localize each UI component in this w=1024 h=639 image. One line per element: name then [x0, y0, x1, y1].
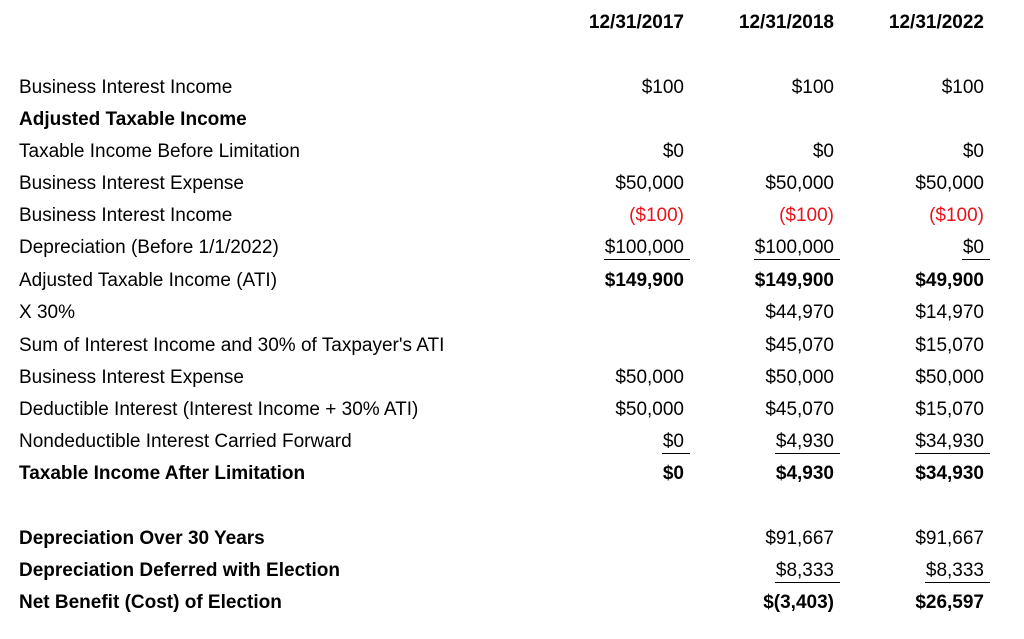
row-label: Net Benefit (Cost) of Election — [19, 592, 282, 613]
row-label: Business Interest Income — [19, 205, 233, 226]
row-value-col-2: $100,000 — [754, 237, 834, 258]
row-value-col-2: $44,970 — [765, 302, 834, 323]
row-value-col-3: $15,070 — [915, 399, 984, 420]
row-value-col-1: $100 — [641, 77, 684, 98]
row-value-col-3: $8,333 — [925, 560, 984, 581]
row-value-col-2: $45,070 — [765, 399, 834, 420]
row-value-col-2: $45,070 — [765, 335, 834, 356]
table-row — [0, 396, 1024, 424]
row-value-col-3: $50,000 — [915, 367, 984, 388]
table-row — [0, 299, 1024, 327]
row-value-col-3: $34,930 — [915, 431, 984, 452]
table-row — [0, 332, 1024, 360]
underline-rule — [925, 582, 990, 583]
table-row — [0, 428, 1024, 456]
row-value-col-1: $149,900 — [604, 270, 684, 291]
underline-rule — [962, 259, 990, 260]
row-value-col-2: $149,900 — [754, 270, 834, 291]
row-label: Business Interest Income — [19, 77, 233, 98]
row-label: X 30% — [19, 302, 75, 323]
row-value-col-3: $49,900 — [915, 270, 984, 291]
column-header-2017: 12/31/2017 — [588, 12, 684, 33]
row-value-col-2: $8,333 — [775, 560, 834, 581]
row-label: Sum of Interest Income and 30% of Taxpayer's ATI — [19, 335, 445, 356]
row-value-col-2: $(3,403) — [763, 592, 834, 613]
row-label: Deductible Interest (Interest Income + 30% ATI) — [19, 399, 419, 420]
row-label: Adjusted Taxable Income — [19, 109, 247, 130]
row-value-col-3: $26,597 — [915, 592, 984, 613]
row-label: Depreciation Deferred with Election — [19, 560, 340, 581]
underline-rule — [775, 582, 840, 583]
row-value-col-2: ($100) — [779, 205, 834, 226]
row-value-col-3: $100 — [941, 77, 984, 98]
column-header-2018: 12/31/2018 — [738, 12, 834, 33]
row-value-col-2: $50,000 — [765, 367, 834, 388]
row-value-col-3: ($100) — [929, 205, 984, 226]
row-value-col-3: $15,070 — [915, 335, 984, 356]
row-label: Business Interest Expense — [19, 173, 244, 194]
row-label: Nondeductible Interest Carried Forward — [19, 431, 352, 452]
row-value-col-2: $4,930 — [775, 463, 834, 484]
row-label: Depreciation Over 30 Years — [19, 528, 265, 549]
row-value-col-1: $100,000 — [604, 237, 684, 258]
row-value-col-3: $91,667 — [915, 528, 984, 549]
row-label: Business Interest Expense — [19, 367, 244, 388]
table-row — [0, 267, 1024, 295]
row-value-col-1: $50,000 — [615, 367, 684, 388]
table-row — [0, 525, 1024, 553]
row-value-col-1: $0 — [662, 141, 684, 162]
row-value-col-2: $91,667 — [765, 528, 834, 549]
row-value-col-1: $50,000 — [615, 173, 684, 194]
row-value-col-1: $0 — [662, 463, 684, 484]
row-value-col-1: $0 — [662, 431, 684, 452]
row-label: Depreciation (Before 1/1/2022) — [19, 237, 279, 258]
row-label: Taxable Income After Limitation — [19, 463, 306, 484]
underline-rule — [754, 259, 840, 260]
row-label: Taxable Income Before Limitation — [19, 141, 300, 162]
row-value-col-2: $100 — [791, 77, 834, 98]
underline-rule — [915, 453, 990, 454]
table-row — [0, 74, 1024, 102]
row-value-col-2: $50,000 — [765, 173, 834, 194]
table-row — [0, 557, 1024, 585]
row-value-col-1: ($100) — [629, 205, 684, 226]
table-row — [0, 234, 1024, 262]
column-header-2022: 12/31/2022 — [888, 12, 984, 33]
table-row — [0, 202, 1024, 230]
table-row — [0, 589, 1024, 617]
table-row — [0, 138, 1024, 166]
row-value-col-2: $4,930 — [775, 431, 834, 452]
row-value-col-3: $14,970 — [915, 302, 984, 323]
underline-rule — [604, 259, 690, 260]
row-value-col-1: $50,000 — [615, 399, 684, 420]
table-row — [0, 460, 1024, 488]
row-value-col-3: $34,930 — [915, 463, 984, 484]
row-label: Adjusted Taxable Income (ATI) — [19, 270, 278, 291]
underline-rule — [775, 453, 840, 454]
row-value-col-2: $0 — [812, 141, 834, 162]
table-row — [0, 170, 1024, 198]
table-row — [0, 106, 1024, 134]
underline-rule — [662, 453, 690, 454]
row-value-col-3: $50,000 — [915, 173, 984, 194]
table-row — [0, 364, 1024, 392]
row-value-col-3: $0 — [962, 141, 984, 162]
row-value-col-3: $0 — [962, 237, 984, 258]
